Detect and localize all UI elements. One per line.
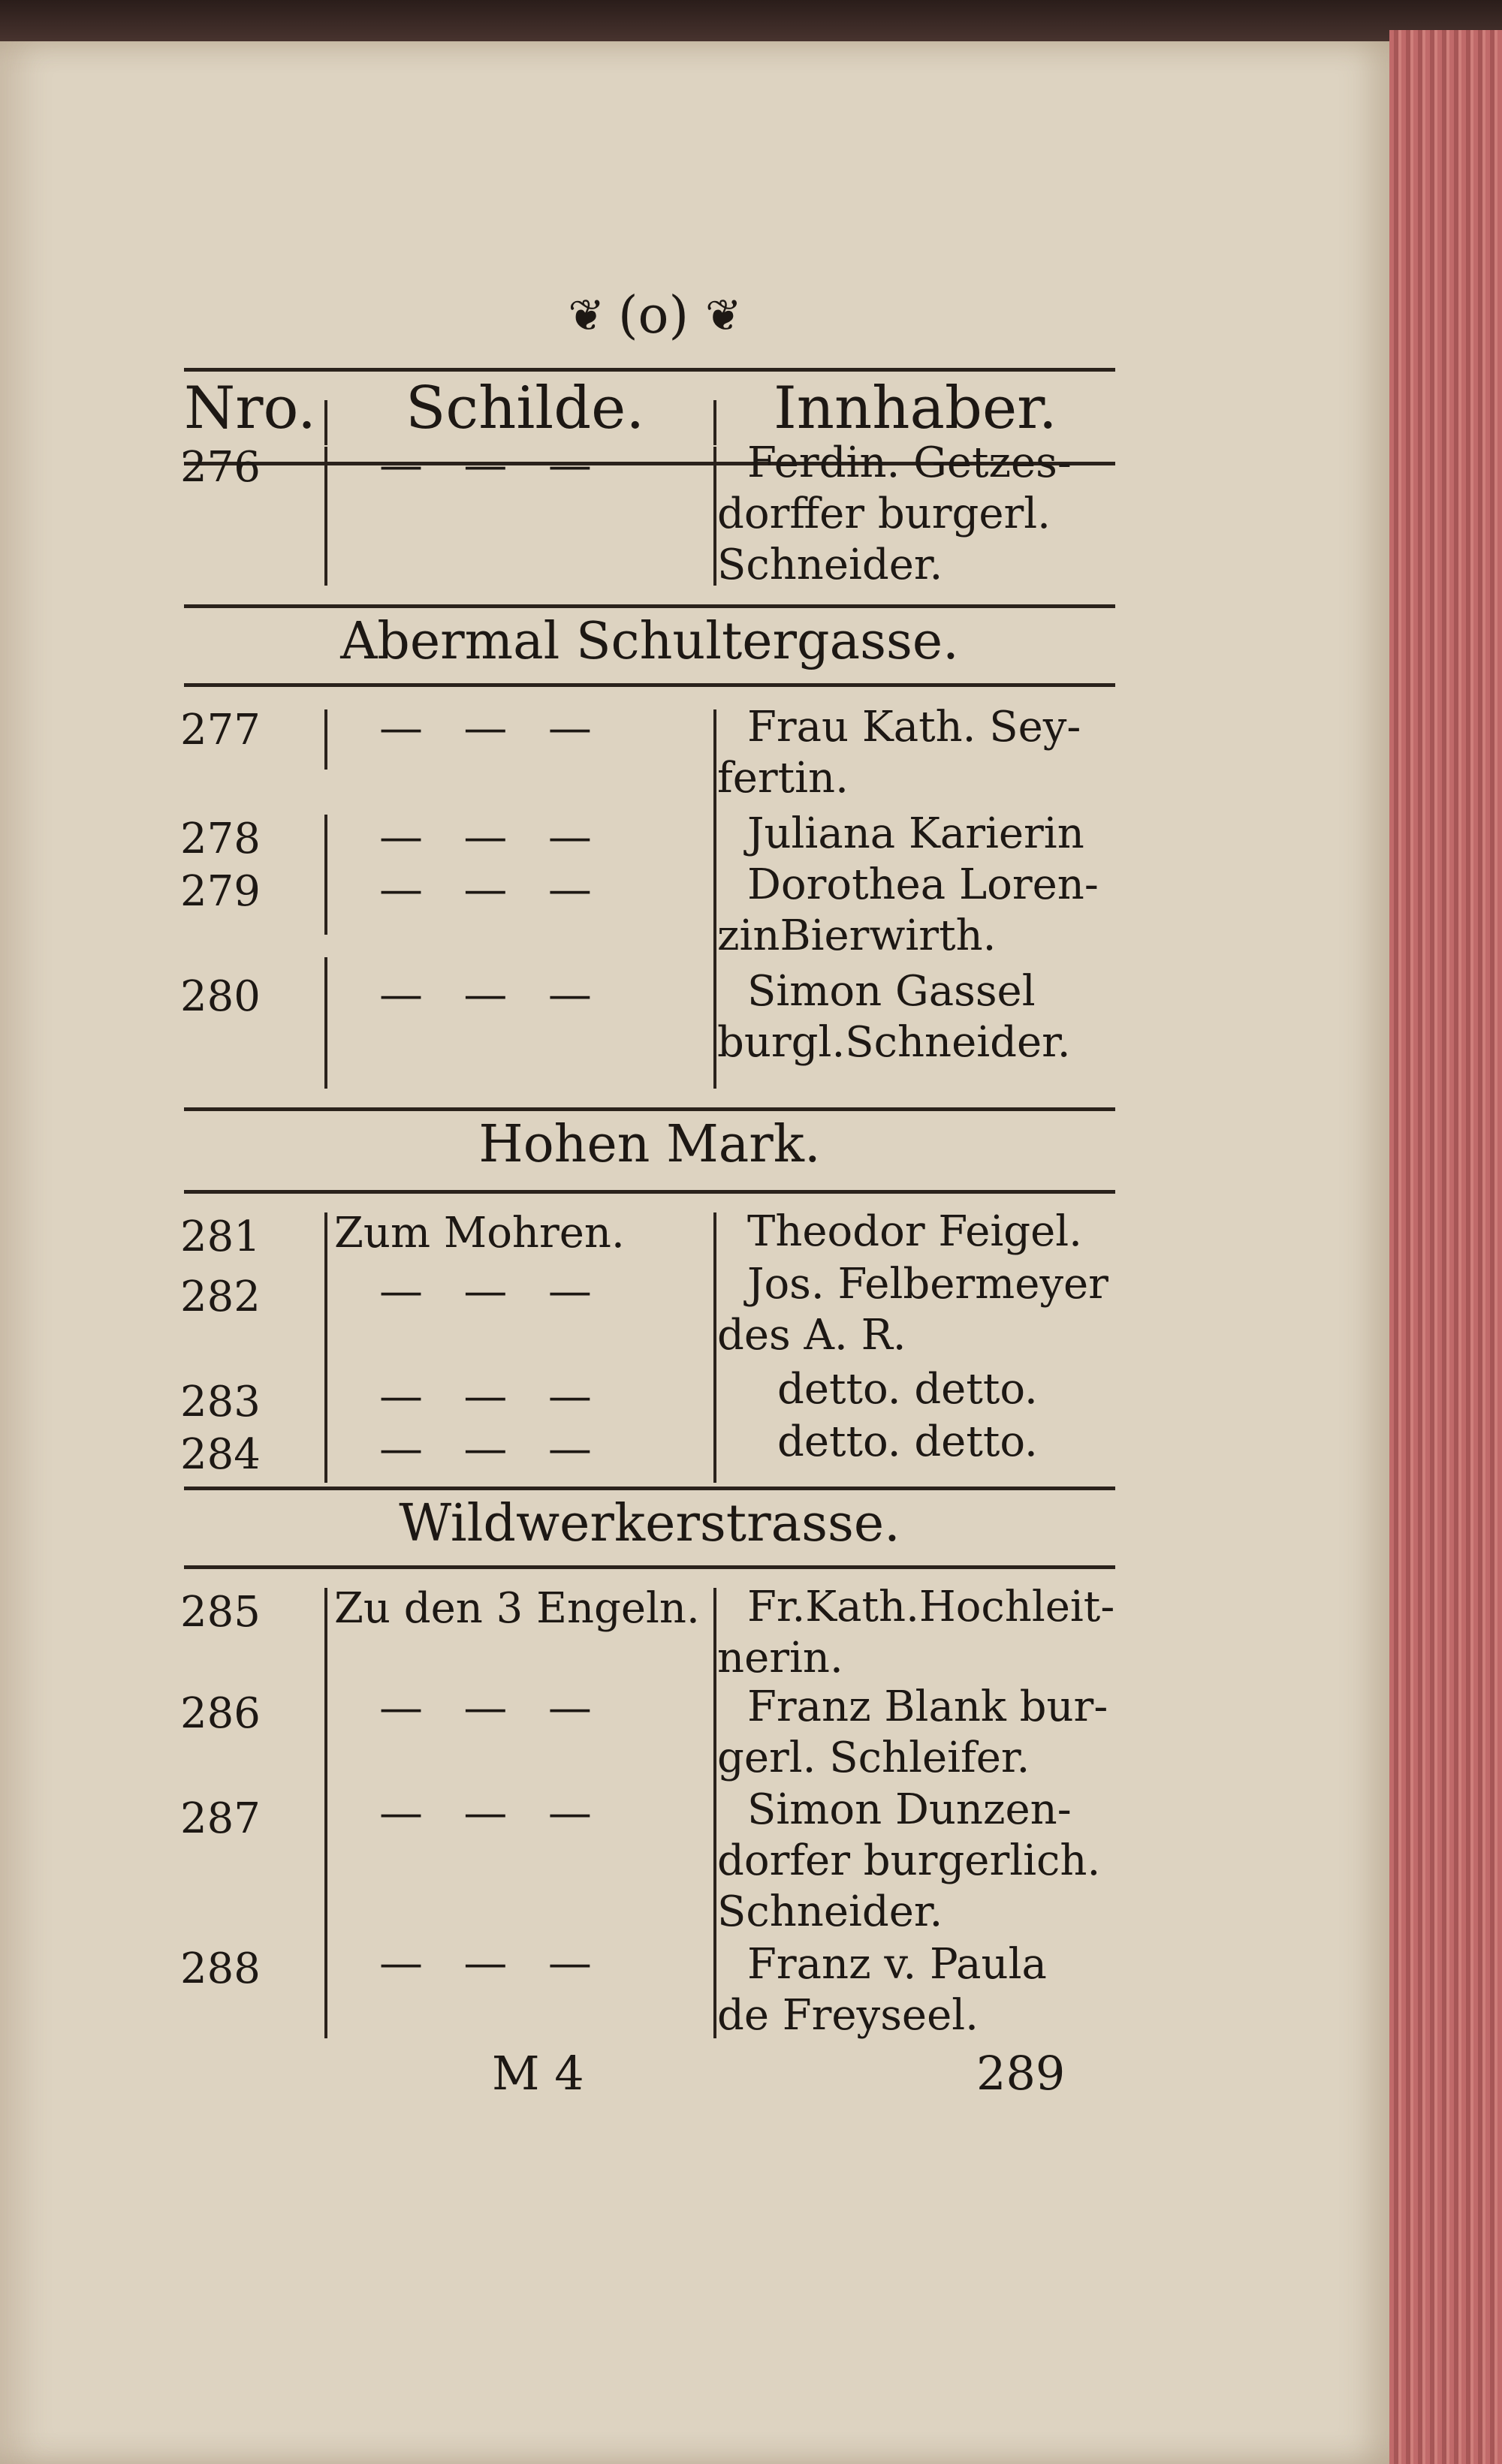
entry-number: 276 [180, 443, 261, 492]
owner-line: detto. detto. [777, 1417, 1038, 1466]
owner-line: zinBierwirth. [717, 911, 997, 960]
owner-line: de Freyseel. [717, 1991, 979, 2040]
owner-line: nerin. [717, 1634, 843, 1682]
owner-entry [717, 438, 1123, 591]
section-rule [184, 1565, 1115, 1569]
owner-entry [717, 809, 1123, 860]
running-head [496, 282, 811, 349]
column-divider [324, 1588, 327, 2038]
book-page [0, 41, 1393, 2464]
owner-line: fertin. [717, 754, 849, 803]
owner-line: gerl. Schleifer. [717, 1734, 1030, 1782]
ditto-dashes: — — — [379, 811, 605, 862]
owner-line: Schneider. [717, 541, 943, 589]
owner-line: dorffer burgerl. [717, 489, 1051, 538]
owner-entry [717, 1582, 1123, 1684]
ditto-dashes: — — — [379, 863, 605, 914]
signature-mark: M 4 [492, 2046, 584, 2101]
entry-number: 285 [180, 1588, 261, 1637]
ditto-dashes: — — — [379, 1265, 605, 1316]
entry-number: 281 [180, 1212, 261, 1261]
owner-entry [717, 1259, 1123, 1361]
section-rule [184, 604, 1115, 608]
section-rule [184, 1487, 1115, 1490]
page-number: (o) [618, 285, 689, 345]
section-heading: Wildwerkerstrasse. [399, 1494, 900, 1553]
column-divider [324, 815, 327, 935]
ditto-dashes: — — — [379, 1682, 605, 1733]
book-cover-edge [0, 0, 1502, 45]
owner-line: Jos. Felbermeyer [747, 1260, 1108, 1309]
section-heading: Hohen Mark. [478, 1115, 821, 1174]
entry-number: 286 [180, 1689, 261, 1738]
house-sign: Zum Mohren. [334, 1209, 625, 1258]
owner-line: Ferdin. Getzes- [747, 438, 1072, 487]
entry-number: 284 [180, 1430, 261, 1479]
column-header-nr: Nro. [184, 375, 316, 442]
column-divider [324, 709, 327, 770]
owner-entry [717, 1417, 1123, 1468]
section-rule [184, 683, 1115, 687]
section-rule [184, 1107, 1115, 1111]
owner-line: dorfer burgerlich. [717, 1836, 1101, 1885]
ornament-left-icon: ❦ [568, 290, 602, 341]
owner-line: detto. detto. [777, 1365, 1038, 1414]
ditto-dashes: — — — [379, 702, 605, 753]
owner-entry [717, 1364, 1123, 1415]
column-divider [713, 1588, 716, 2038]
section-rule [184, 1190, 1115, 1194]
entry-number: 287 [180, 1794, 261, 1843]
owner-entry [717, 860, 1123, 962]
column-divider [713, 1212, 716, 1483]
column-header-schilde: Schilde. [406, 375, 645, 442]
owner-entry [717, 1785, 1123, 1938]
entry-number: 278 [180, 815, 261, 863]
column-divider [713, 447, 716, 586]
owner-line: Fr.Kath.Hochleit- [747, 1583, 1115, 1631]
column-header-innhaber: Innhaber. [774, 375, 1057, 442]
column-divider [713, 709, 716, 1089]
page-fore-edge [1389, 30, 1502, 2464]
entry-number: 280 [180, 972, 261, 1021]
owner-line: Simon Dunzen- [747, 1785, 1072, 1834]
entry-number: 279 [180, 867, 261, 916]
ditto-dashes: — — — [379, 1787, 605, 1838]
owner-line: des A. R. [717, 1311, 906, 1360]
owner-line: Schneider. [717, 1887, 943, 1936]
owner-line: Juliana Karierin [747, 809, 1084, 858]
owner-line: Franz v. Paula [747, 1940, 1047, 1989]
entry-number: 288 [180, 1944, 261, 1993]
ditto-dashes: — — — [379, 439, 605, 490]
owner-entry [717, 1682, 1123, 1784]
ditto-dashes: — — — [379, 1370, 605, 1421]
owner-line: Frau Kath. Sey- [747, 703, 1081, 752]
owner-entry [717, 966, 1123, 1068]
ditto-dashes: — — — [379, 968, 605, 1020]
catchword: 289 [976, 2046, 1066, 2101]
owner-line: Franz Blank bur- [747, 1682, 1108, 1731]
entry-number: 282 [180, 1273, 261, 1321]
owner-entry [717, 702, 1123, 804]
entry-number: 283 [180, 1378, 261, 1426]
header-divider-1 [324, 400, 327, 445]
column-divider [324, 1212, 327, 1483]
house-sign: Zu den 3 Engeln. [334, 1584, 700, 1633]
column-divider [324, 447, 327, 586]
owner-line: Theodor Feigel. [747, 1207, 1082, 1256]
header-divider-2 [713, 400, 716, 445]
section-heading: Abermal Schultergasse. [340, 612, 959, 671]
column-divider [324, 957, 327, 1089]
owner-line: Simon Gassel [747, 967, 1036, 1016]
entry-number: 277 [180, 706, 261, 755]
header-top-rule [184, 368, 1115, 372]
ditto-dashes: — — — [379, 1423, 605, 1474]
owner-entry [717, 1939, 1123, 2041]
owner-entry [717, 1206, 1123, 1258]
ditto-dashes: — — — [379, 1937, 605, 1988]
owner-line: Dorothea Loren- [747, 860, 1099, 909]
owner-line: burgl.Schneider. [717, 1018, 1071, 1067]
ornament-right-icon: ❦ [705, 290, 739, 341]
